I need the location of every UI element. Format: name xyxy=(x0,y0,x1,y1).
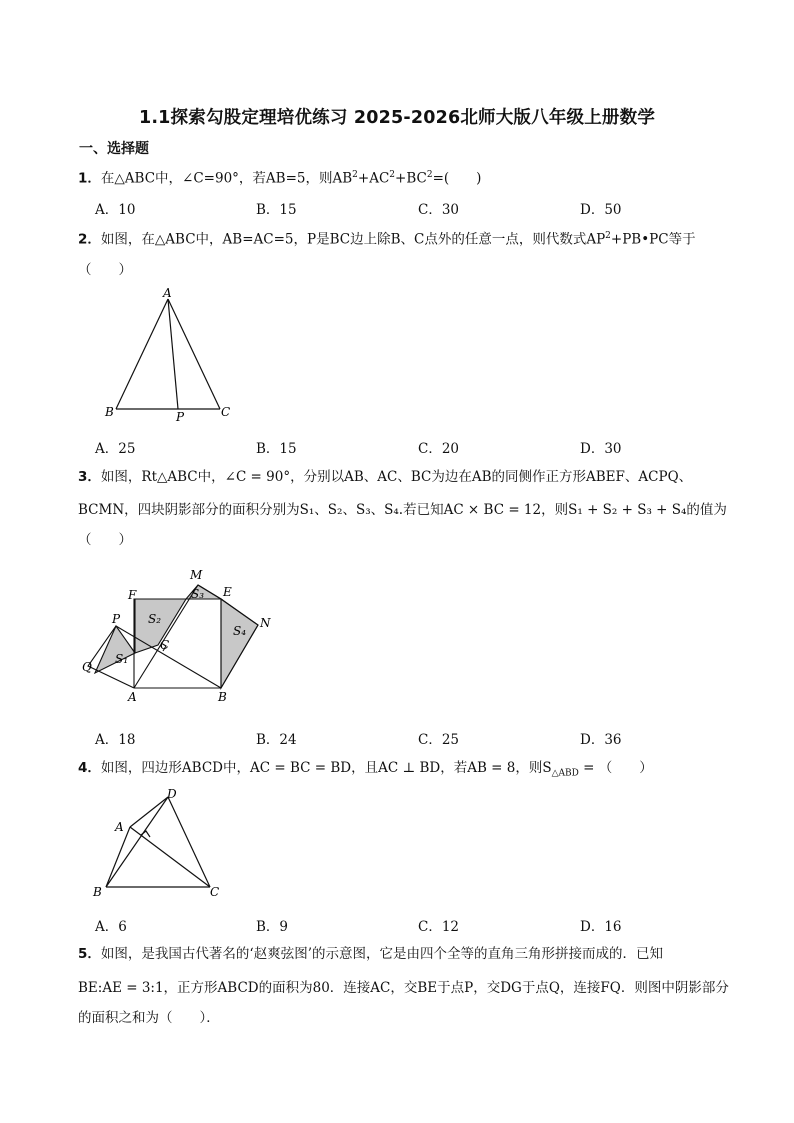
label-a: A xyxy=(128,690,137,704)
option-d[interactable]: D．16 xyxy=(580,919,622,935)
section-heading: 一、选择题 xyxy=(79,141,149,157)
option-c[interactable]: C．30 xyxy=(418,202,460,218)
option-b[interactable]: B．15 xyxy=(256,202,297,218)
side-dc xyxy=(168,797,210,887)
diagonal-bd xyxy=(106,797,168,887)
segment-ap xyxy=(168,299,178,409)
side-ab xyxy=(116,299,168,409)
question-text-c: +BC xyxy=(395,170,427,187)
label-s2: S₂ xyxy=(148,612,162,626)
side-ad xyxy=(130,797,168,827)
label-a: A xyxy=(115,820,124,834)
triangle-diagram-q2 xyxy=(100,285,240,425)
question-3-line-2: BCMN，四块阴影部分的面积分别为S₁、S₂、S₃、S₄.若已知AC × BC = 12，则S₁ + S₂ + S₃ + S₄的值为 xyxy=(78,502,727,518)
question-5-line-1 xyxy=(78,944,663,964)
label-c: C xyxy=(210,885,220,899)
side-ac xyxy=(168,299,220,409)
option-d[interactable]: D．30 xyxy=(580,441,622,457)
question-3-line-1 xyxy=(78,467,692,487)
question-2 xyxy=(78,226,696,250)
superscript: 2 xyxy=(389,170,396,180)
option-a[interactable]: A．6 xyxy=(95,919,127,935)
label-a: A xyxy=(163,286,172,300)
question-text-b: +AC xyxy=(357,170,390,187)
question-5-line-2: BE:AE = 3:1，正方形ABCD的面积为80．连接AC，交BE于点P，交DG于点Q，连接FQ．则图中阴影部分 xyxy=(78,980,729,996)
label-s1: S₁ xyxy=(115,652,129,666)
label-c: C xyxy=(160,638,170,652)
question-text: 如图，是我国古代著名的‘赵爽弦图’的示意图，它是由四个全等的直角三角形拼接而成的．已知 xyxy=(100,946,663,962)
label-p: P xyxy=(112,612,121,626)
label-p: P xyxy=(176,410,185,424)
question-number: 2． xyxy=(78,231,101,248)
option-b[interactable]: B．9 xyxy=(256,919,289,935)
question-text-tail: = （ ） xyxy=(578,760,653,776)
label-f: F xyxy=(128,588,137,602)
superscript: 2 xyxy=(605,231,611,241)
option-c[interactable]: C．25 xyxy=(418,732,460,748)
option-c[interactable]: C．12 xyxy=(418,919,460,935)
diagonal-ac xyxy=(130,827,210,887)
question-text: 如图，Rt△ABC中，∠C = 90°，分别以AB、AC、BC为边在AB的同侧作正方形ABEF、ACPQ、 xyxy=(100,469,693,485)
squares-diagram-q3 xyxy=(78,565,288,710)
question-number: 1． xyxy=(78,170,101,187)
question-text-b: +PB•PC等于 xyxy=(610,231,696,248)
label-b: B xyxy=(93,885,102,899)
label-s4: S₄ xyxy=(233,624,247,638)
superscript: 2 xyxy=(426,170,433,180)
label-b: B xyxy=(218,690,227,704)
question-number: 4． xyxy=(78,760,101,776)
label-n: N xyxy=(260,616,271,630)
question-5-line-3: 的面积之和为（ ）． xyxy=(78,1010,220,1026)
option-a[interactable]: A．10 xyxy=(95,202,136,218)
question-text: 如图，四边形ABCD中，AC = BC = BD，且AC ⊥ BD，若AB = 8，则S xyxy=(100,760,552,776)
label-c: C xyxy=(221,405,231,419)
question-4 xyxy=(78,758,653,784)
label-m: M xyxy=(190,568,203,582)
question-1 xyxy=(78,165,481,189)
option-d[interactable]: D．36 xyxy=(580,732,622,748)
superscript: 2 xyxy=(352,170,358,180)
option-a[interactable]: A．25 xyxy=(95,441,136,457)
option-c[interactable]: C．20 xyxy=(418,441,460,457)
option-b[interactable]: B．24 xyxy=(256,732,297,748)
option-b[interactable]: B．15 xyxy=(256,441,297,457)
question-number: 3． xyxy=(78,469,101,485)
page-title: 1.1探索勾股定理培优练习 2025-2026北师大版八年级上册数学 xyxy=(138,108,656,128)
quadrilateral-diagram-q4 xyxy=(90,785,240,905)
label-q: Q xyxy=(82,660,92,674)
label-e: E xyxy=(223,585,232,599)
label-b: B xyxy=(105,405,114,419)
label-d: D xyxy=(167,787,177,801)
subscript: △ABD xyxy=(551,768,579,779)
question-3-blank: （ ） xyxy=(78,532,132,548)
label-s3: S₃ xyxy=(191,587,205,601)
question-2-blank: （ ） xyxy=(78,262,132,278)
question-number: 5． xyxy=(78,946,101,962)
option-a[interactable]: A．18 xyxy=(95,732,136,748)
side-pb xyxy=(116,626,221,688)
question-text-d: =( ) xyxy=(432,170,482,187)
question-text-a: 在△ABC中，∠C=90°，若AB=5，则AB xyxy=(100,170,353,187)
option-d[interactable]: D．50 xyxy=(580,202,622,218)
question-text-a: 如图，在△ABC中，AB=AC=5，P是BC边上除B、C点外的任意一点，则代数式AP xyxy=(100,231,606,248)
